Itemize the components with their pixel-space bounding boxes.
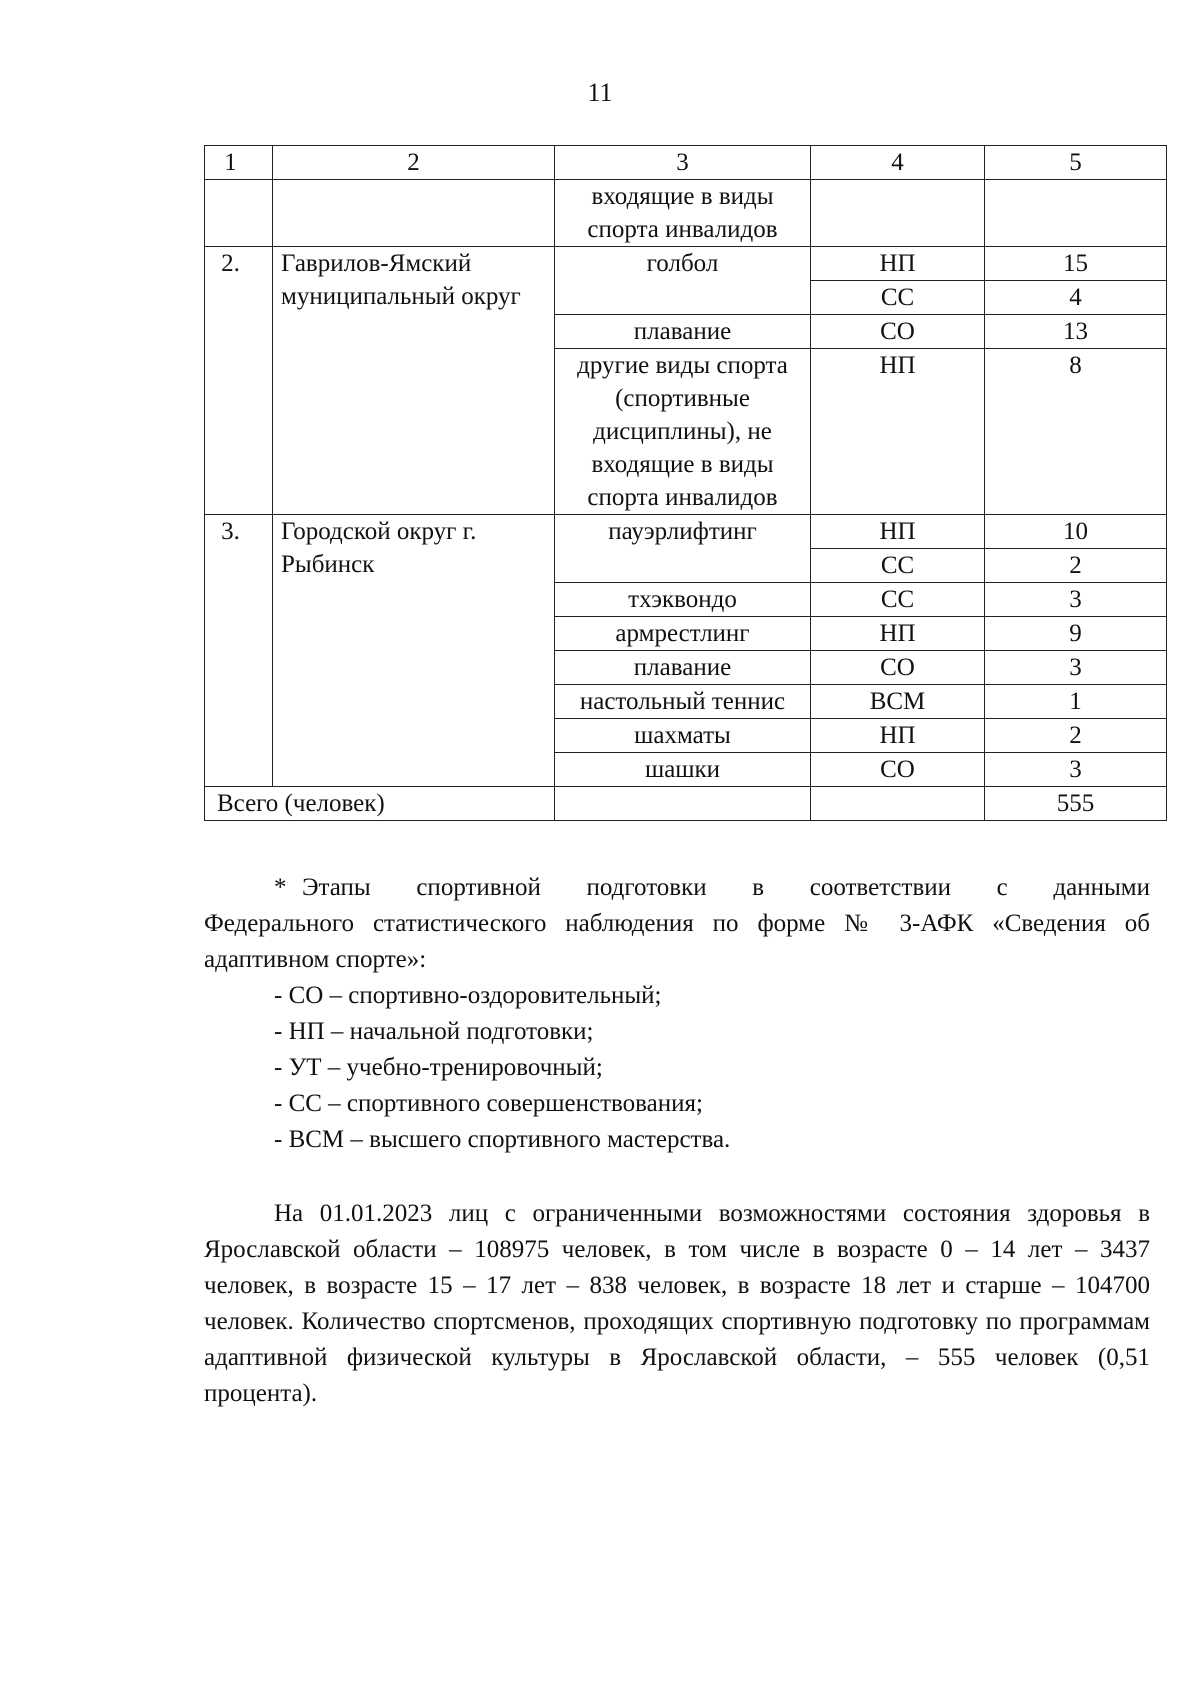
header-col-5: 5 <box>985 146 1167 180</box>
legend-item-ss: - СС – спортивного совершенствования; <box>274 1090 703 1117</box>
continued-sport-line-2: спорта инвалидов <box>587 216 778 243</box>
count-cell: 3 <box>985 651 1167 685</box>
count-cell: 2 <box>985 549 1167 583</box>
table-row <box>205 180 1167 247</box>
stage-cell: НП <box>811 349 985 515</box>
continued-sport-line-1: входящие в виды <box>591 183 774 210</box>
row-number: 2. <box>205 247 273 515</box>
row-number: 3. <box>205 515 273 787</box>
sport-cell: настольный теннис <box>555 685 811 719</box>
table-row <box>205 247 1167 281</box>
table-header-row <box>205 146 1167 180</box>
stage-cell: ВСМ <box>811 685 985 719</box>
sport-cell: другие виды спорта (спортивные дисциплины), не входящие в виды спорта инвалидов <box>555 349 811 515</box>
header-col-4: 4 <box>811 146 985 180</box>
count-cell: 2 <box>985 719 1167 753</box>
footnote-intro-line: Этапы спортивной подготовки в соответствии с данными <box>302 874 1150 901</box>
stage-cell: СО <box>811 315 985 349</box>
count-cell: 3 <box>985 753 1167 787</box>
table-total-row <box>205 787 1167 821</box>
count-cell: 4 <box>985 281 1167 315</box>
legend-item-so: - СО – спортивно-оздоровительный; <box>274 982 662 1009</box>
count-cell: 1 <box>985 685 1167 719</box>
footnote-star: * <box>274 874 287 901</box>
stage-cell: СС <box>811 549 985 583</box>
statistics-paragraph: На 01.01.2023 лиц с ограниченными возможностями состояния здоровья в Ярославской области – 108975 человек, в том числе в возрасте 0 – 14 лет – 3437 человек, в возрасте 15 – 17 лет – 838 человек, в возрасте 18 лет и старше – 104700 человек. Количество спортсменов, проходящих спортивную подготовку по программам адаптивной физической культуры в Ярославской области, – 555 человек (0,51 процента). <box>204 1200 1150 1407</box>
count-cell: 15 <box>985 247 1167 281</box>
table-row <box>205 515 1167 549</box>
stage-cell: СС <box>811 281 985 315</box>
stage-cell: НП <box>811 515 985 549</box>
region-cell: Городской округ г. Рыбинск <box>273 515 555 787</box>
sport-cell: голбол <box>555 247 811 315</box>
count-cell: 9 <box>985 617 1167 651</box>
footnote-first-line <box>204 870 1150 906</box>
header-col-1: 1 <box>205 146 273 180</box>
footnote-intro-rest: Федерального статистического наблюдения по форме № 3-АФК «Сведения об адаптивном спорте»: <box>204 910 1150 973</box>
legend-item-vsm: - ВСМ – высшего спортивного мастерства. <box>274 1126 731 1153</box>
notes-section <box>204 870 1150 1412</box>
total-label: Всего (человек) <box>205 787 555 821</box>
page-number: 11 <box>587 78 613 107</box>
stage-cell: СО <box>811 753 985 787</box>
sport-cell: тхэквондо <box>555 583 811 617</box>
sport-cell: шахматы <box>555 719 811 753</box>
sport-cell <box>555 180 811 247</box>
sports-table <box>204 145 1167 821</box>
sport-cell: плавание <box>555 315 811 349</box>
stage-cell: СО <box>811 651 985 685</box>
legend-item-ut: - УТ – учебно-тренировочный; <box>274 1054 603 1081</box>
count-cell: 10 <box>985 515 1167 549</box>
count-cell: 13 <box>985 315 1167 349</box>
sport-cell: армрестлинг <box>555 617 811 651</box>
region-cell: Гаврилов-Ямский муниципальный округ <box>273 247 555 515</box>
count-cell: 8 <box>985 349 1167 515</box>
count-cell: 3 <box>985 583 1167 617</box>
sport-cell: пауэрлифтинг <box>555 515 811 583</box>
stage-cell: НП <box>811 617 985 651</box>
total-value: 555 <box>985 787 1167 821</box>
legend-item-np: - НП – начальной подготовки; <box>274 1018 594 1045</box>
stage-cell: НП <box>811 719 985 753</box>
sport-cell: плавание <box>555 651 811 685</box>
stage-cell: СС <box>811 583 985 617</box>
header-col-3: 3 <box>555 146 811 180</box>
sport-cell: шашки <box>555 753 811 787</box>
stage-cell: НП <box>811 247 985 281</box>
header-col-2: 2 <box>273 146 555 180</box>
